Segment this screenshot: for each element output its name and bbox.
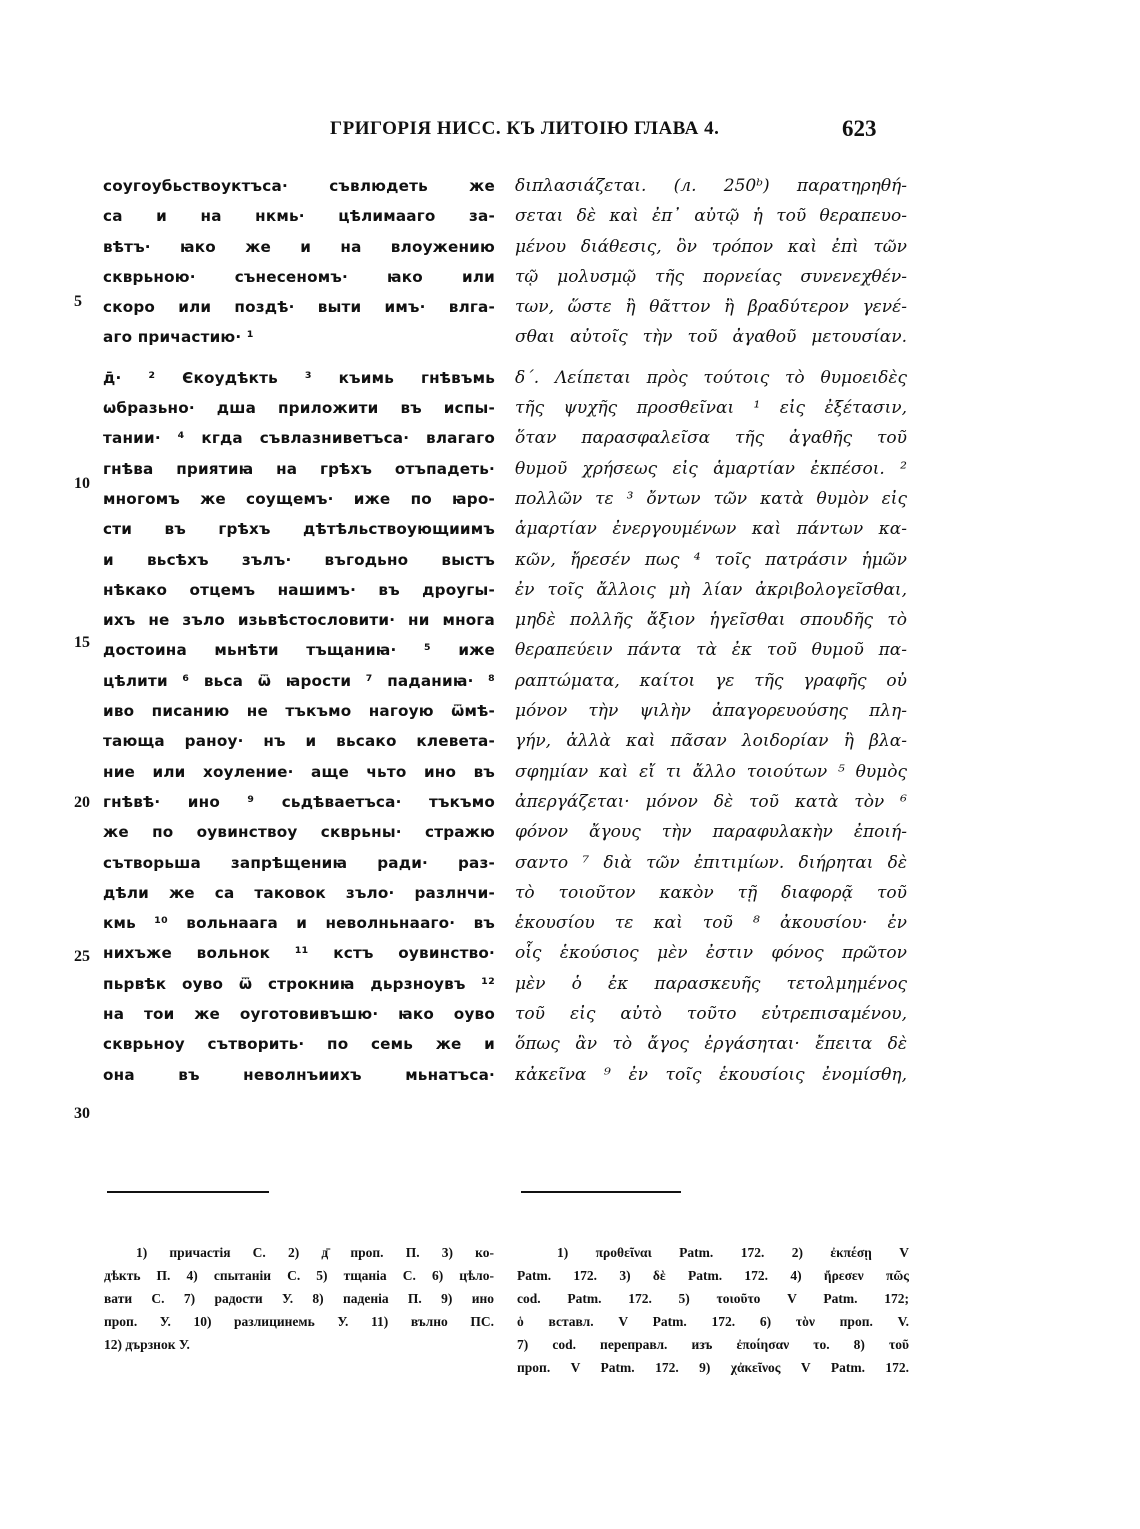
footnotes-greek [517, 1241, 909, 1379]
text-line: тающа раноу· нъ и вьсако клевета- [103, 732, 495, 751]
text-line: δ΄. Λείπεται πρὸς τούτοις τὸ θυμοειδὲς [515, 367, 907, 388]
text-line: и вьсѣхъ зълъ· въгодьно выстъ [103, 550, 495, 569]
line-number: 25 [74, 948, 90, 965]
text-line: ὅταν παρασφαλεῖσα τῆς ἀγαθῆς τοῦ [515, 428, 907, 449]
text-line: ἀπεργάζεται· μόνον δὲ τοῦ κατὰ τὸν ⁶ [515, 791, 907, 812]
text-line: нихъже вольнок ¹¹ кстъ оувинство· [103, 944, 495, 963]
text-line: θυμοῦ χρήσεως εἰς ἁμαρτίαν ἐκπέσοι. ² [515, 458, 907, 479]
text-line: тании· ⁴ кгда съвлазниветъса· влагаго [103, 429, 495, 448]
text-line: многомъ же соущемъ· иже по ꙗро- [103, 489, 495, 508]
text-line: τῷ μολυσμῷ τῆς πορνείας συνενεχθέν- [515, 266, 907, 287]
text-line: ἐν τοῖς ἄλλοις μὴ λίαν ἀκριβολογεῖσθαι, [515, 579, 907, 600]
text-line: διπλασιάζεται. (л. 250ᵇ) παρατηρηθή- [515, 176, 907, 196]
line-number: 30 [74, 1105, 90, 1122]
text-line: соугоубьствоуктъса· съвлюдеть же [103, 177, 495, 195]
footnote-line: 1) προθεῖναι Patm. 172. 2) ἐκπέσῃ V [557, 1245, 909, 1260]
footnote-line: вати С. 7) радости У. 8) паденіа П. 9) ино [104, 1291, 494, 1306]
text-line: на тои же оуготовивъшю· ꙗко оуво [103, 1005, 495, 1024]
text-line: скврьноу сътворить· по семь же и [103, 1035, 495, 1054]
church-slavonic-column [103, 171, 495, 1090]
text-line: ἁμαρτίαν ἐνεργουμένων καὶ πάντων κα- [515, 519, 907, 540]
text-line: ωбразьно· дша приложити въ испы- [103, 399, 495, 418]
line-number: 5 [74, 293, 82, 310]
footnote-line: дѣкть П. 4) спытаніи С. 5) тщаніа С. 6) цѣло- [104, 1268, 494, 1283]
text-line: σφημίαν καὶ εἴ τι ἄλλο τοιούτων ⁵ θυμὸς [515, 761, 907, 782]
text-line: μηδὲ πολλῆς ἄξιον ἡγεῖσθαι σπουδῆς τὸ [515, 610, 907, 631]
line-number: 10 [74, 475, 90, 492]
text-line: τὸ τοιοῦτον κακὸν τῇ διαφορᾷ τοῦ [515, 882, 907, 903]
text-line: μὲν ὁ ἐκ παρασκευῆς τετολμημένος [515, 973, 907, 994]
text-line: θεραπεύειν πάντα τὰ ἐκ τοῦ θυμοῦ πα- [515, 640, 907, 661]
footnote-line: cod. Patm. 172. 5) τοιοῦτο V Patm. 172; [517, 1291, 909, 1306]
text-line: σαντο ⁷ διὰ τῶν ἐπιτιμίων. διήρηται δὲ [515, 852, 907, 873]
text-line: μόνον τὴν ψιλὴν ἀπαγορευούσης πλη- [515, 701, 907, 722]
text-line: γήν, ἀλλὰ καὶ πᾶσαν λοιδορίαν ἢ βλα- [515, 731, 907, 752]
footnote-line: 12) дързнок У. [104, 1337, 190, 1352]
footnote-rule [107, 1191, 269, 1193]
text-line: ние или хоуление· аще чьто ино въ [103, 762, 495, 781]
text-line: пьрвѣк оуво ѿ строкниꙗ дьрзноувъ ¹² [103, 974, 495, 993]
footnote-line: Patm. 172. 3) δὲ Patm. 172. 4) ἤρεσεν πῶς [517, 1268, 909, 1283]
page-number: 623 [842, 116, 877, 141]
footnote-line: проп. У. 10) разлицинемь У. 11) вълно ПС. [104, 1314, 494, 1329]
text-line: ихъ не зъло изьвѣстословити· ни многа [103, 611, 495, 630]
text-line: са и на нкмь· цѣлимааго за- [103, 207, 495, 226]
text-line: τοῦ εἰς αὐτὸ τοῦτο εὐτρεπισαμένου, [515, 1004, 907, 1025]
footnote-line: проп. V Patm. 172. 9) χἀκεῖνος V Patm. 172. [517, 1360, 909, 1375]
footnotes-slavonic [104, 1241, 494, 1356]
text-line: же по оувинствоу скврьны· стражю [103, 823, 495, 842]
text-line: вѣтъ· ꙗко же и на влоужению [103, 237, 495, 256]
text-line: μένου διάθεσις, ὃν τρόπον καὶ ἐπὶ τῶν [515, 236, 907, 257]
text-line: φόνον ἄγους τὴν παραφυλακὴν ἐποιή- [515, 822, 907, 843]
text-line: σεται δὲ καὶ ἐπ᾽ αὐτῷ ἡ τοῦ θεραπευο- [515, 206, 907, 227]
text-line: она въ неволнъиихъ мьнатъса· [103, 1065, 495, 1084]
footnote-line: 1) причастія С. 2) д̄ проп. П. 3) ко- [136, 1245, 494, 1260]
footnote-line: 7) cod. переправл. изъ ἐποίησαν το. 8) τοῦ [517, 1337, 909, 1352]
text-line: нѣкако отцемъ нашимъ· въ дроугы- [103, 580, 495, 599]
text-line: иво писанию не тъкъмо нагоую ѿмѣ- [103, 702, 495, 721]
text-line: οἷς ἑκούσιος μὲν ἐστιν φόνος πρῶτον [515, 943, 907, 964]
text-line: κἀκεῖνα ⁹ ἐν τοῖς ἑκουσίοις ἐνομίσθη, [515, 1064, 907, 1085]
text-line: ὅπως ἂν τὸ ἄγος ἐργάσηται· ἔπειτα δὲ [515, 1034, 907, 1055]
text-line: аго причастию· ¹ [103, 328, 254, 347]
text-line: скоро или поздѣ· выти имъ· влга- [103, 298, 495, 317]
text-line: κῶν, ἤρεσέν πως ⁴ τοῖς πατράσιν ἡμῶν [515, 549, 907, 570]
text-line: сти въ грѣхъ дѣтѣльствоующиимъ [103, 520, 495, 539]
text-line: πολλῶν τε ³ ὄντων τῶν κατὰ θυμὸν εἰς [515, 488, 907, 509]
text-line: των, ὥστε ἢ θᾶττον ἢ βραδύτερον γενέ- [515, 297, 907, 318]
text-line: кмь ¹⁰ вольнаага и неволньнааго· въ [103, 914, 495, 933]
text-line: дѣли же са таковок зъло· разлнчи- [103, 883, 495, 902]
text-line: достоина мьнѣти тъщаниꙗ· ⁵ иже [103, 641, 495, 660]
text-line: гнѣвѣ· ино ⁹ сьдѣваетъса· тъкъмо [103, 792, 495, 811]
text-line: ραπτώματα, καίτοι γε τῆς γραφῆς οὐ [515, 670, 907, 691]
line-number: 20 [74, 794, 90, 811]
text-line: ἑκουσίου τε καὶ τοῦ ⁸ ἀκουσίου· ἐν [515, 913, 907, 934]
text-line: сътворьша запрѣщениꙗ ради· раз- [103, 853, 495, 872]
greek-column [515, 171, 907, 1090]
line-number: 15 [74, 634, 90, 651]
footnote-rule [521, 1191, 681, 1193]
text-line: τῆς ψυχῆς προσθεῖναι ¹ εἰς ἐξέτασιν, [515, 398, 907, 419]
running-header: ГРИГОРІЯ НИСС. КЪ ЛИТОІЮ ГЛАВА 4. [330, 118, 720, 139]
text-line: скврьною· сънесеномъ· ꙗко или [103, 267, 495, 286]
text-line: σθαι αὐτοῖς τὴν τοῦ ἀγαθοῦ μετουσίαν. [515, 327, 907, 348]
text-line: д̄· ² Єкоудѣкть ³ къимь гнѣвъмь [103, 368, 495, 387]
footnote-line: ὁ вставл. V Patm. 172. 6) τὸν проп. V. [517, 1314, 909, 1329]
text-line: гнѣва приятиꙗ на грѣхъ отъпадеть· [103, 459, 495, 478]
text-line: цѣлити ⁶ вьса ѿ ꙗрости ⁷ паданиꙗ· ⁸ [103, 671, 495, 690]
